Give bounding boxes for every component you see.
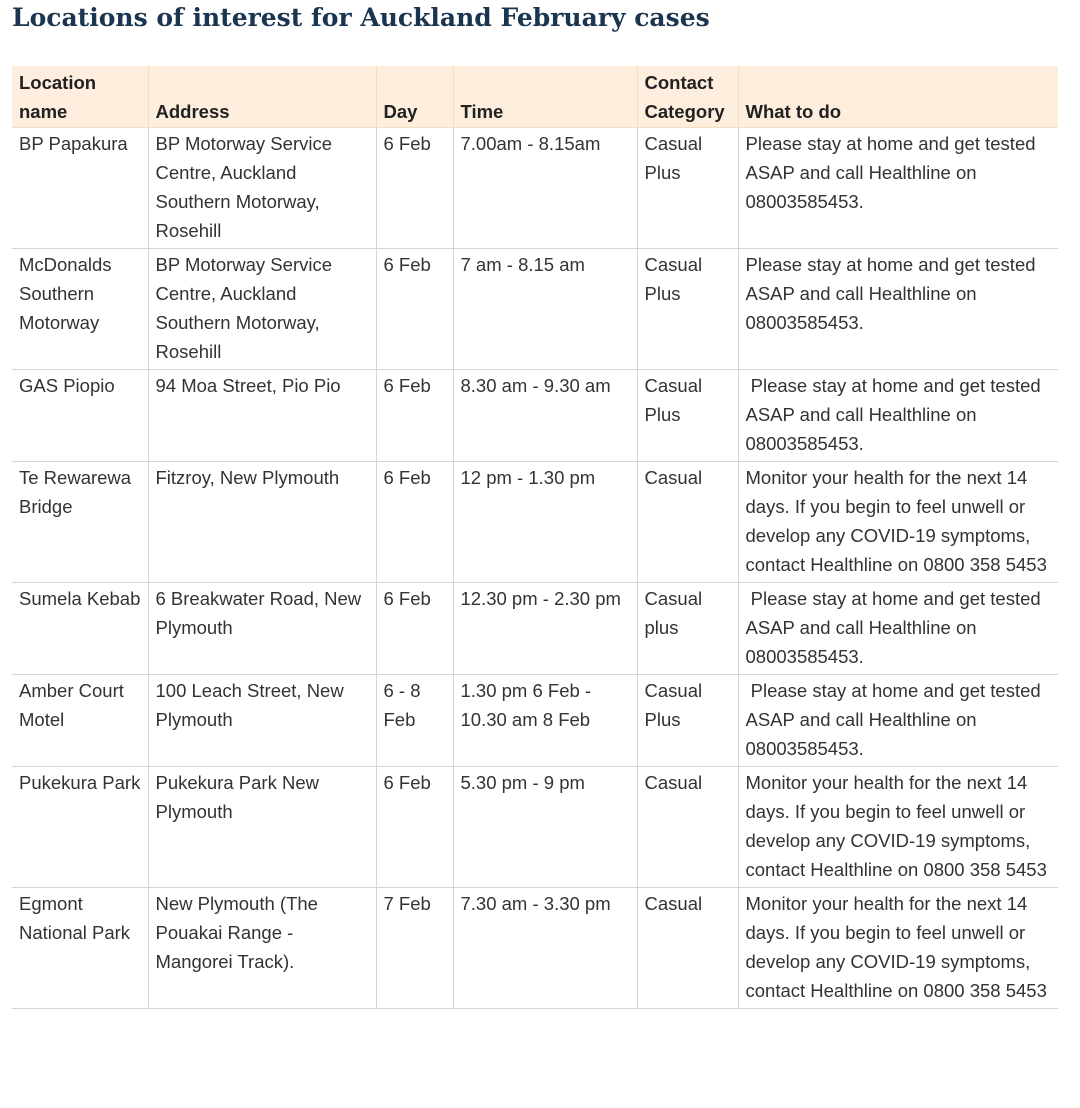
cell-time: 8.30 am - 9.30 am bbox=[453, 370, 637, 462]
table-row bbox=[12, 249, 1058, 370]
cell-time: 1.30 pm 6 Feb - 10.30 am 8 Feb bbox=[453, 675, 637, 767]
cell-location-name: Pukekura Park bbox=[12, 767, 148, 888]
header-address: Address bbox=[148, 66, 376, 128]
header-time: Time bbox=[453, 66, 637, 128]
cell-day: 6 Feb bbox=[376, 767, 453, 888]
cell-what-to-do: Monitor your health for the next 14 days. If you begin to feel unwell or develop any COVID-19 symptoms, contact Healthline on 0800 358 5453 bbox=[738, 888, 1058, 1009]
cell-address: New Plymouth (The Pouakai Range - Mangorei Track). bbox=[148, 888, 376, 1009]
cell-time: 7.30 am - 3.30 pm bbox=[453, 888, 637, 1009]
cell-location-name: Amber Court Motel bbox=[12, 675, 148, 767]
cell-contact-category: Casual bbox=[637, 888, 738, 1009]
table-header-row bbox=[12, 66, 1058, 128]
locations-table bbox=[12, 66, 1058, 1009]
cell-address: Fitzroy, New Plymouth bbox=[148, 462, 376, 583]
table-row bbox=[12, 767, 1058, 888]
cell-what-to-do: Please stay at home and get tested ASAP and call Healthline on 08003585453. bbox=[738, 675, 1058, 767]
header-location-name: Location name bbox=[12, 66, 148, 128]
cell-time: 5.30 pm - 9 pm bbox=[453, 767, 637, 888]
cell-day: 6 Feb bbox=[376, 370, 453, 462]
cell-day: 6 - 8 Feb bbox=[376, 675, 453, 767]
page-title: Locations of interest for Auckland February cases bbox=[12, 3, 710, 32]
cell-contact-category: Casual plus bbox=[637, 583, 738, 675]
cell-address: 6 Breakwater Road, New Plymouth bbox=[148, 583, 376, 675]
cell-address: Pukekura Park New Plymouth bbox=[148, 767, 376, 888]
cell-address: 94 Moa Street, Pio Pio bbox=[148, 370, 376, 462]
table-row bbox=[12, 583, 1058, 675]
cell-location-name: Sumela Kebab bbox=[12, 583, 148, 675]
cell-day: 6 Feb bbox=[376, 249, 453, 370]
cell-contact-category: Casual bbox=[637, 767, 738, 888]
cell-what-to-do: Please stay at home and get tested ASAP and call Healthline on 08003585453. bbox=[738, 128, 1058, 249]
cell-contact-category: Casual Plus bbox=[637, 128, 738, 249]
cell-day: 6 Feb bbox=[376, 462, 453, 583]
cell-what-to-do: Please stay at home and get tested ASAP and call Healthline on 08003585453. bbox=[738, 370, 1058, 462]
cell-location-name: GAS Piopio bbox=[12, 370, 148, 462]
cell-day: 6 Feb bbox=[376, 583, 453, 675]
table-row bbox=[12, 370, 1058, 462]
cell-what-to-do: Please stay at home and get tested ASAP and call Healthline on 08003585453. bbox=[738, 583, 1058, 675]
cell-location-name: BP Papakura bbox=[12, 128, 148, 249]
header-what-to-do: What to do bbox=[738, 66, 1058, 128]
header-contact-category: Contact Category bbox=[637, 66, 738, 128]
cell-location-name: McDonalds Southern Motorway bbox=[12, 249, 148, 370]
cell-address: 100 Leach Street, New Plymouth bbox=[148, 675, 376, 767]
table-row bbox=[12, 128, 1058, 249]
cell-what-to-do: Please stay at home and get tested ASAP and call Healthline on 08003585453. bbox=[738, 249, 1058, 370]
cell-day: 7 Feb bbox=[376, 888, 453, 1009]
cell-what-to-do: Monitor your health for the next 14 days. If you begin to feel unwell or develop any COVID-19 symptoms, contact Healthline on 0800 358 5453 bbox=[738, 767, 1058, 888]
table-row bbox=[12, 675, 1058, 767]
table-row bbox=[12, 462, 1058, 583]
cell-time: 7.00am - 8.15am bbox=[453, 128, 637, 249]
cell-day: 6 Feb bbox=[376, 128, 453, 249]
cell-contact-category: Casual Plus bbox=[637, 370, 738, 462]
cell-time: 7 am - 8.15 am bbox=[453, 249, 637, 370]
cell-address: BP Motorway Service Centre, Auckland Southern Motorway, Rosehill bbox=[148, 249, 376, 370]
cell-contact-category: Casual Plus bbox=[637, 675, 738, 767]
cell-contact-category: Casual Plus bbox=[637, 249, 738, 370]
cell-time: 12.30 pm - 2.30 pm bbox=[453, 583, 637, 675]
cell-address: BP Motorway Service Centre, Auckland Southern Motorway, Rosehill bbox=[148, 128, 376, 249]
cell-location-name: Te Rewarewa Bridge bbox=[12, 462, 148, 583]
header-day: Day bbox=[376, 66, 453, 128]
cell-time: 12 pm - 1.30 pm bbox=[453, 462, 637, 583]
cell-what-to-do: Monitor your health for the next 14 days. If you begin to feel unwell or develop any COVID-19 symptoms, contact Healthline on 0800 358 5453 bbox=[738, 462, 1058, 583]
cell-location-name: Egmont National Park bbox=[12, 888, 148, 1009]
cell-contact-category: Casual bbox=[637, 462, 738, 583]
table-row bbox=[12, 888, 1058, 1009]
